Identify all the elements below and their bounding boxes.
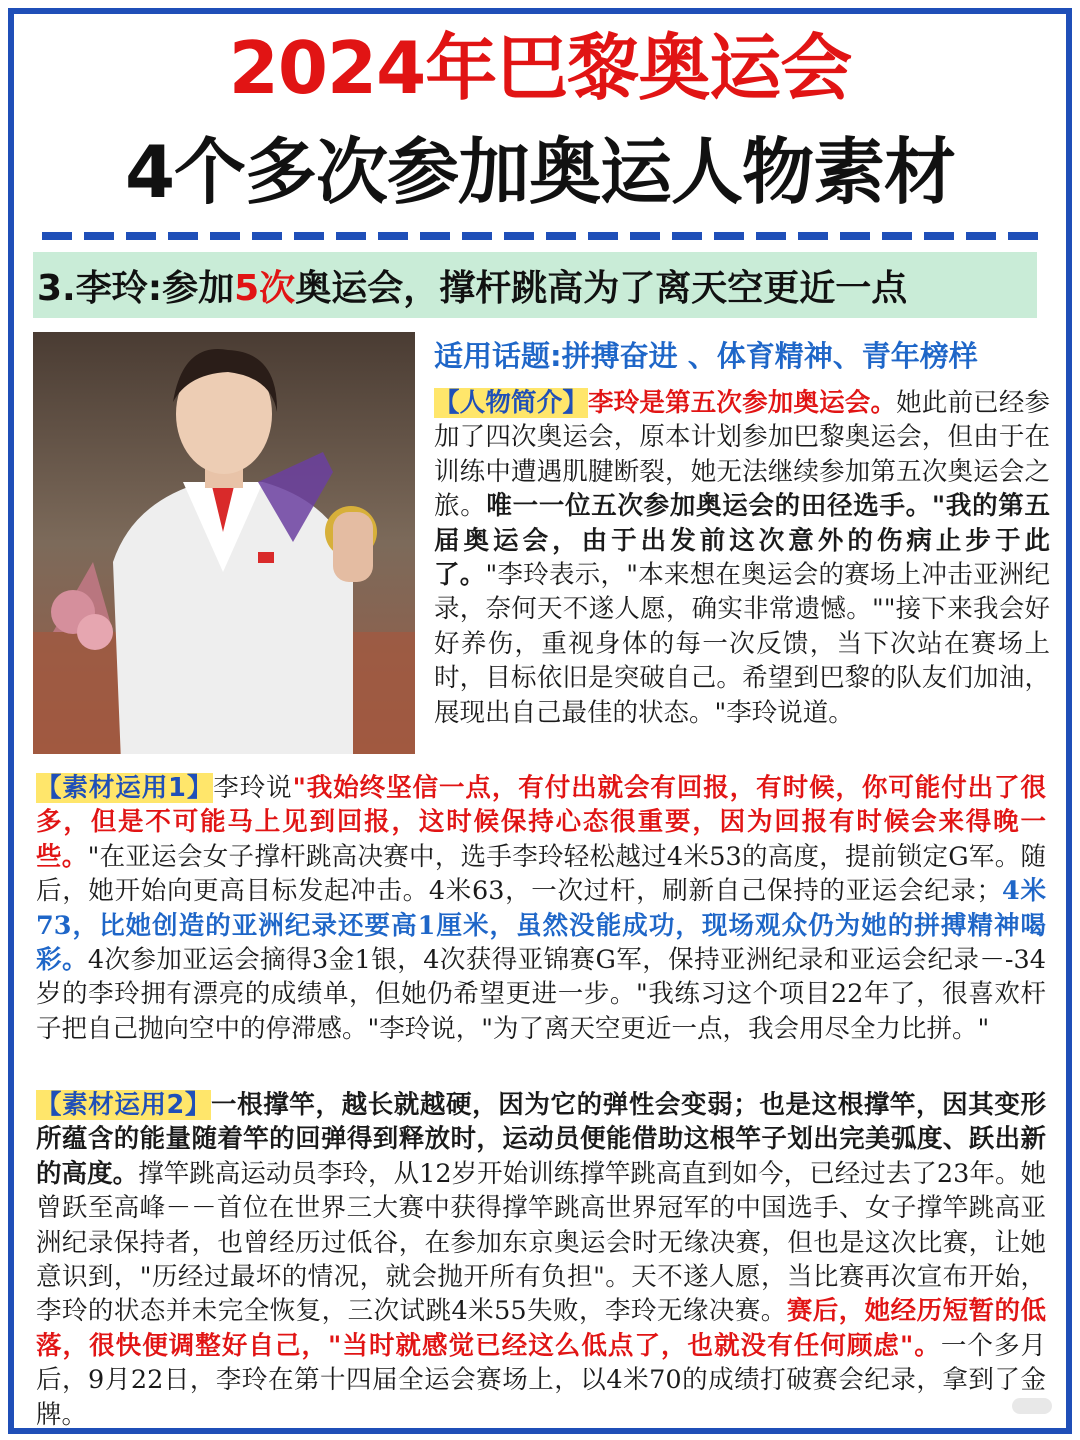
material-1-red-quote: "我始终坚信一点，有付出就会有回报，有时候，你可能付出了很多，但是不可能马上见到回报，这时候保持心态很重要，因为回报有时候会来得晚一些。 [36, 773, 1046, 872]
material-2-text-2: 一个多月后，9月22日，李玲在第十四届全运会赛场上，以4米70的成绩打破赛会纪录，拿到了金牌。 [36, 1330, 1046, 1430]
material-1-paragraph [36, 771, 1046, 1046]
material-2-red-text: 赛后，她经历短暂的低落，很快便调整好自己，"当时就感觉已经这么低点了，也就没有任何顾虑"。 [36, 1296, 1046, 1361]
material-1-lead: 李玲说 [213, 773, 293, 803]
section-heading-suffix: 奥运会，撑杆跳高为了离天空更近一点 [295, 267, 908, 309]
material-2-bold-lead: 一根撑竿，越长就越硬，因为它的弹性会变弱；也是这根撑竿，因其变形所蕴含的能量随着竿的回弹得到释放时，运动员便能借助这根竿子划出完美弧度、跃出新的高度。 [36, 1090, 1046, 1189]
athlete-photo-illustration [33, 332, 415, 754]
section-heading-highlight: 5次 [234, 267, 296, 309]
title-line-2: 4个多次参加奥运人物素材 [124, 130, 956, 214]
intro-paragraph [434, 386, 1050, 730]
section-heading-prefix: 3.李玲:参加 [37, 267, 235, 309]
intro-text-2: "李玲表示，"本来想在奥运会的赛场上冲击亚洲纪录，奈何天不遂人愿，确实非常遗憾。""接下来我会好好养伤，重视身体的每一次反馈，当下次站在赛场上时，目标依旧是突破自己。希望到巴黎的队友们加油，展现出自己最佳的状态。"李玲说道。 [434, 560, 1050, 728]
intro-red-lead: 李玲是第五次参加奥运会。 [588, 388, 897, 418]
section-heading [33, 252, 1037, 318]
material-1-blue-text: 4米73，比她创造的亚洲纪录还要高1厘米，虽然没能成功，现场观众仍为她的拼搏精神喝彩。 [36, 876, 1046, 976]
watermark-badge [1012, 1398, 1052, 1414]
material-1-tag: 【素材运用1】 [36, 773, 214, 803]
title-line-1: 2024年巴黎奥运会 [228, 26, 852, 110]
material-2-text-1: 撑竿跳高运动员李玲，从12岁开始训练撑竿跳高直到如今，已经过去了23年。她曾跃至高峰－－首位在世界三大赛中获得撑竿跳高世界冠军的中国选手、女子撑竿跳高亚洲纪录保持者，也曾经历过低谷，在参加东京奥运会时无缘决赛，但也是这次比赛，让她意识到，"历经过最坏的情况，就会抛开所有负担"。天不遂人愿，当比赛再次宣布开始，李玲的状态并未完全恢复，三次试跳4米55失败，李玲无缘决赛。 [36, 1158, 1046, 1327]
dashed-divider [42, 232, 1038, 240]
intro-tag: 【人物简介】 [434, 388, 589, 418]
intro-bold-text: 唯一一位五次参加奥运会的田径选手。"我的第五届奥运会，由于出发前这次意外的伤病止步于此了。 [434, 491, 1050, 591]
material-1-text-2: 4次参加亚运会摘得3金1银，4次获得亚锦赛G军，保持亚洲纪录和亚运会纪录－-34岁的李玲拥有漂亮的成绩单，但她仍希望更进一步。"我练习这个项目22年了，很喜欢杆子把自己抛向空中的停滞感。"李玲说，"为了离天空更近一点，我会用尽全力比拼。" [36, 945, 1046, 1044]
athlete-photo [33, 332, 415, 754]
material-2-tag: 【素材运用2】 [36, 1090, 212, 1120]
applicable-topics: 适用话题:拼搏奋进 、体育精神、青年榜样 [434, 339, 978, 373]
intro-text-1: 她此前已经参加了四次奥运会，原本计划参加巴黎奥运会，但由于在训练中遭遇肌腱断裂，她无法继续参加第五次奥运会之旅。 [434, 388, 1050, 522]
material-2-paragraph [36, 1088, 1046, 1432]
material-1-text-1: "在亚运会女子撑杆跳高决赛中，选手李玲轻松越过4米53的高度，提前锁定G军。随后，她开始向更高目标发起冲击。4米63，一次过杆，刷新自己保持的亚运会纪录； [36, 841, 1046, 907]
